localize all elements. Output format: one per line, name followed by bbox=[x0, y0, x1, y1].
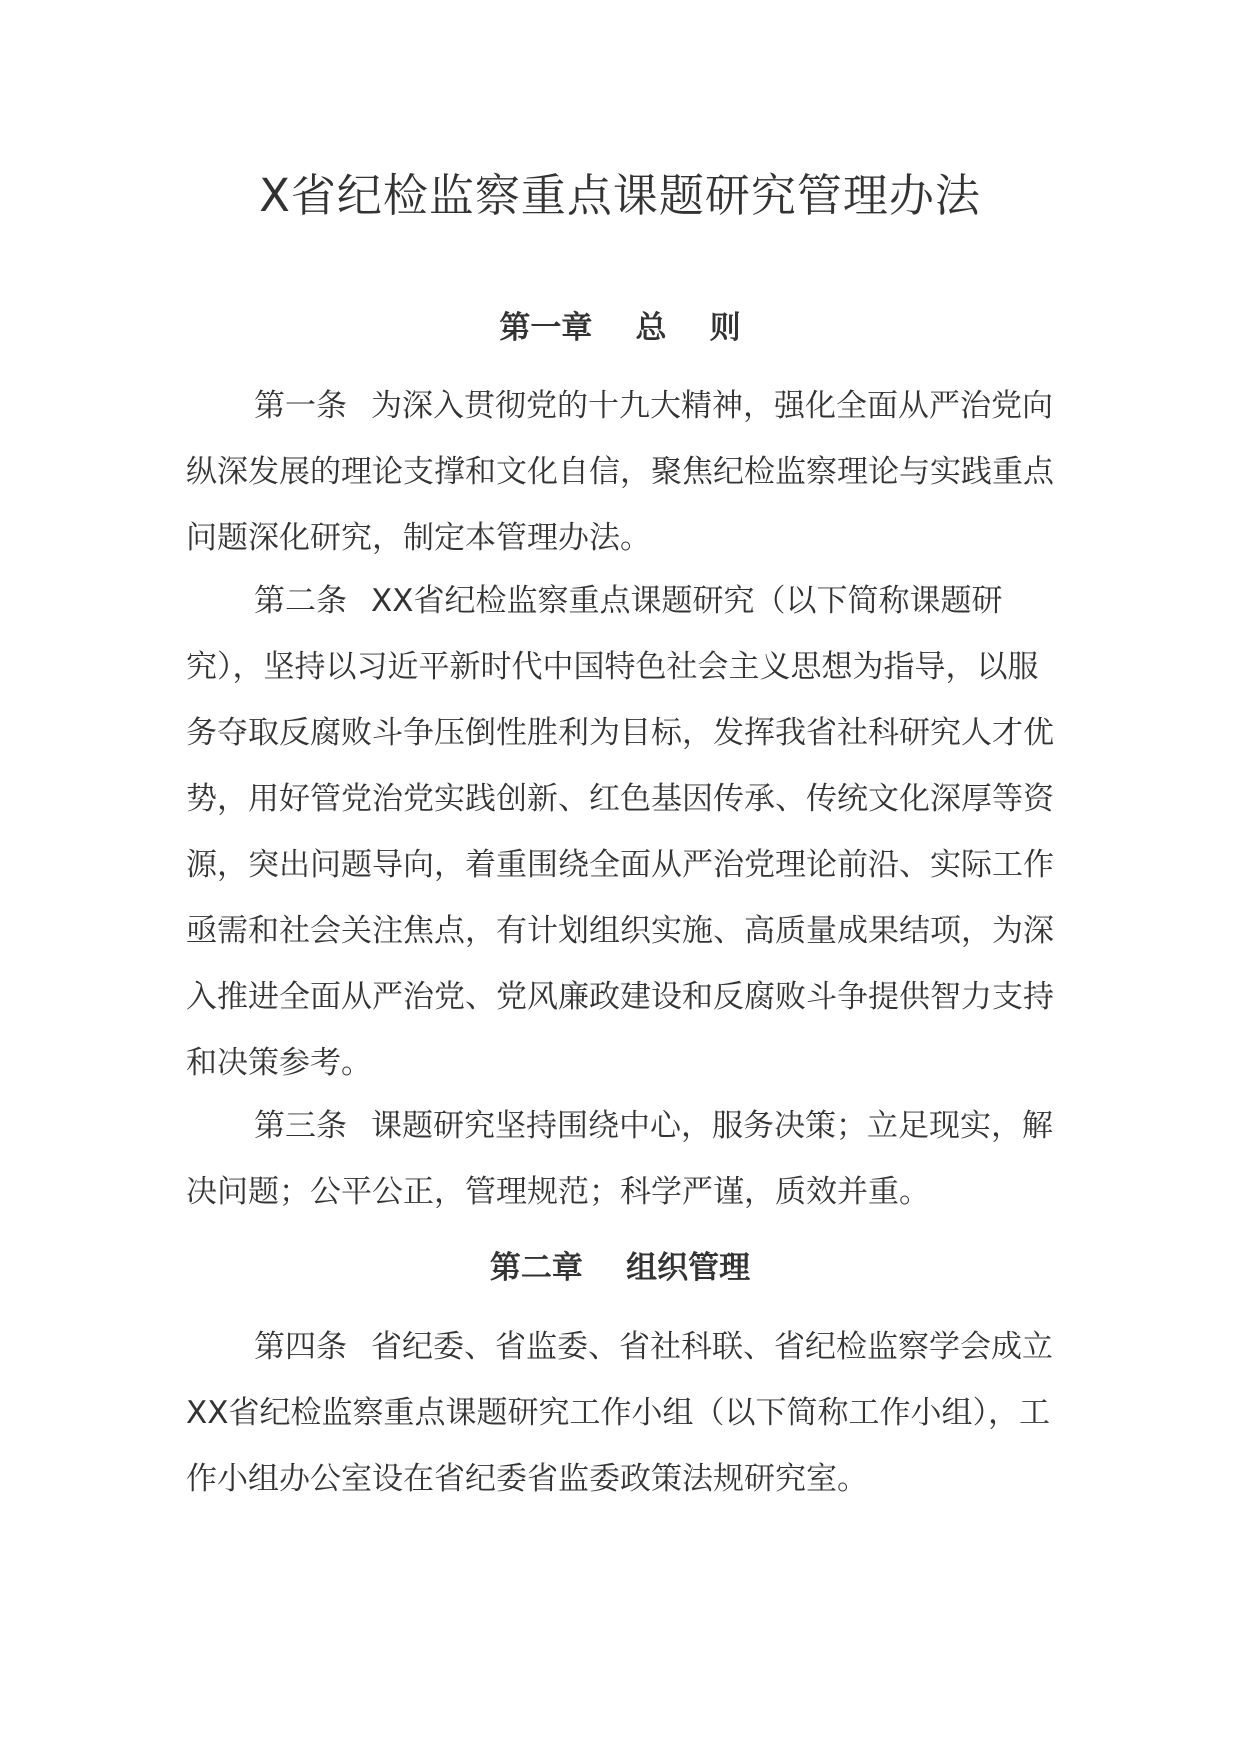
article-paragraph bbox=[186, 568, 1066, 1096]
chapter-heading: 第二章 组织管理 bbox=[489, 1250, 751, 1286]
article-text: 省纪委、省监委、省社科联、省纪检监察学会成立XX省纪检监察重点课题研究工作小组（以下简称工作小组），工作小组办公室设在省纪委省监委政策法规研究室。 bbox=[186, 1329, 1053, 1497]
article-paragraph bbox=[186, 1314, 1066, 1512]
article-label: 第二条 bbox=[254, 583, 347, 619]
article-text: 为深入贯彻党的十九大精神，强化全面从严治党向纵深发展的理论支撑和文化自信，聚焦纪检监察理论与实践重点问题深化研究，制定本管理办法。 bbox=[186, 388, 1054, 556]
article-paragraph bbox=[186, 1093, 1066, 1225]
article-label: 第一条 bbox=[254, 388, 347, 424]
article-label: 第三条 bbox=[254, 1108, 347, 1144]
chapter-heading: 第一章 总 则 bbox=[499, 310, 741, 346]
article-label: 第四条 bbox=[254, 1329, 347, 1365]
document-title: X省纪检监察重点课题研究管理办法 bbox=[259, 169, 981, 222]
article-paragraph bbox=[186, 373, 1066, 571]
article-text: 课题研究坚持围绕中心，服务决策；立足现实，解决问题；公平公正，管理规范；科学严谨，质效并重。 bbox=[186, 1108, 1053, 1210]
article-text: XX省纪检监察重点课题研究（以下简称课题研究），坚持以习近平新时代中国特色社会主义思想为指导，以服务夺取反腐败斗争压倒性胜利为目标，发挥我省社科研究人才优势，用好管党治党实践创新、红色基因传承、传统文化深厚等资源，突出问题导向，着重围绕全面从严治党理论前沿、实际工作亟需和社会关注焦点，有计划组织实施、高质量成果结项，为深入推进全面从严治党、党风廉政建设和反腐败斗争提供智力支持和决策参考。 bbox=[186, 583, 1054, 1081]
